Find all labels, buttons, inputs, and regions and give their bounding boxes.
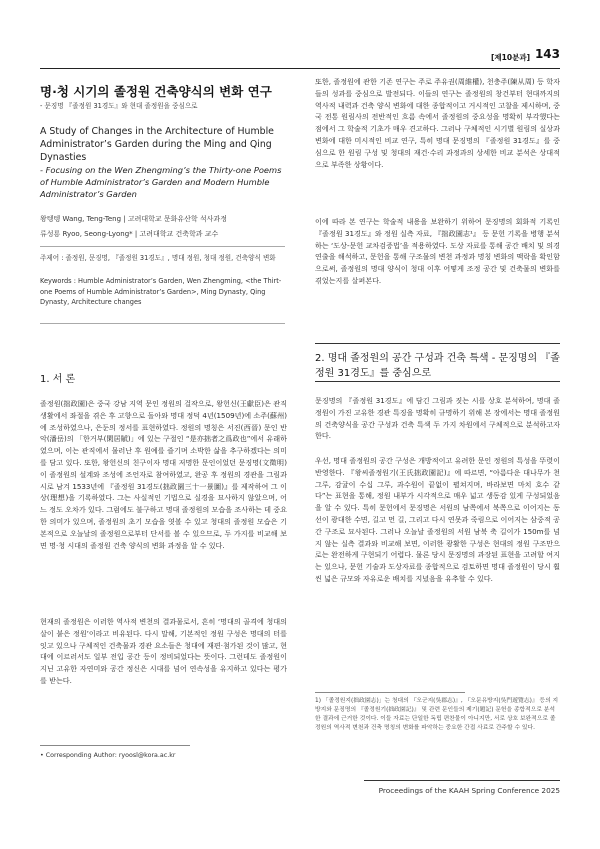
- footnote-rule-left: [40, 745, 190, 746]
- keywords-english: Keywords : Humble Administrator’s Garden, Wen Zhengming, <the Thirt-one Poems of Humble Administrator’s Garden>, Ming Dynasty, Qing Dynasty, Architecture changes: [40, 277, 282, 306]
- section-1-heading: 1. 서 론: [40, 374, 76, 385]
- section-2-bottom-rule: [315, 381, 560, 382]
- page-number: 143: [534, 47, 560, 61]
- subtitle-korean: - 문징명 『졸정원 31경도』와 현대 졸정원을 중심으로: [40, 102, 198, 110]
- footnote-1: 1) 「졸정원지(拙政園志)」는 청대의 『오군지(吳郡志)』, 『오문유방지(吳門遊覽志)』 등의 지방지와 문징명의 『졸정원기(拙政園記)』 및 관련 문인들의 제기(題記) 문헌을 종합적으로 분석한 결과에 근거한 것이다. 이들 자료는 단일한 독립 편찬물이 아니지만, 서로 상호 보완적으로 졸정원의 역사적 변천과 건축 명칭의 변화를 파악하는 중요한 간접 사료로 간주할 수 있다.: [315, 698, 559, 731]
- section-2-paragraph-1: 문징명의 『졸정원 31경도』에 담긴 그림과 짓는 시를 상호 분석하여, 명대 졸정원이 가진 고유한 경관 특징을 명확히 규명하기 위해 본 장에서는 명대 졸정원의 건축양식을 공간 구성과 건축 특색 두 가지 차원에서 구체적으로 분석하고자 한다.: [315, 396, 560, 441]
- footnote-rule-right: [315, 692, 465, 693]
- author-1: 왕텡텡 Wang, Teng-Teng | 고려대학교 문화유산학 석사과정: [40, 215, 227, 223]
- corresponding-author: • Corresponding Author: ryoosl@kora.ac.kr: [40, 752, 176, 759]
- author-separator: [40, 246, 285, 247]
- keyword-separator: [40, 323, 285, 324]
- author-2: 류성룡 Ryoo, Seong-Lyong* | 고려대학교 건축학과 교수: [40, 230, 219, 238]
- keywords-korean: 주제어 : 졸정원, 문징명, 『졸정원 31경도』, 명대 정원, 청대 정원, 건축양식 변화: [40, 254, 276, 262]
- section-1-paragraph-2: 현재의 졸정원은 이러한 역사적 변천의 결과물로서, 흔히 ‘명대의 골격에 청대의 살이 붙은 정원’이라고 비유된다. 다시 말해, 기본적인 정원 구성은 명대의 터를 잇고 있으나 구체적인 건축물과 경관 요소들은 청대에 재편·첨가된 것이 많고, 현대에 이르러서도 일부 전입 공간 등이 정비되었다는 뜻이다. 그런데도 졸정원이 지닌 고유한 자연미와 공간 정신은 시대를 넘어 연속성을 유지하고 있다는 평가를 받는다.: [40, 617, 287, 685]
- proceedings-label: Proceedings of the KAAH Spring Conference 2025: [378, 786, 560, 795]
- section-tag: [제10분과]: [490, 53, 530, 62]
- footer-rule: [364, 780, 560, 781]
- section-2-top-rule: [315, 343, 560, 344]
- section-1-paragraph-1: 졸정원(拙政園)은 중국 강남 지역 문인 정원의 걸작으로, 왕헌신(王獻臣)은 관직 생활에서 좌절을 겪은 후 고향으로 돌아와 명대 정덕 4년(1509년)에 소주(蘇州)에 조성하였으나, 은둔의 정서를 표현하였다. 정원의 명칭은 서진(西晉) 문인 반악(潘岳)의 「한거부(閑居賦)」에 있는 구절인 “是亦拙者之爲政也”에서 유래하였으며, 이는 관직에서 물러난 후 원예를 즐기며 소박한 삶을 추구하겠다는 의미를 담고 있다. 또한, 왕헌신의 친구이자 명대 저명한 문인이었던 문징명(文徵明)이 졸정원의 설계와 조성에 조언자로 참여하였고, 완공 후 정원의 경관을 그림과 시로 남겨 1533년에 『졸정원 31경도(拙政園三十一景圖)』를 제작하여 그 이상(理想)을 기록하였다. 그는 사실적인 기법으로 실경을 묘사하지 않았으며, 어느 정도 오차가 있다. 그럼에도 불구하고 명대 졸정원의 모습을 조사하는 데 중요한 의미가 있으며, 졸정원의 초기 모습을 엿볼 수 있고 청대의 졸정원 모습은 기본적으로 오늘날의 졸정원으로부터 단서를 볼 수 있으므로, 두 가지를 비교해 보면 명·청 시대의 졸정원 건축 양식의 변화 과정을 알 수 있다.: [40, 399, 287, 550]
- title-korean: 명·청 시기의 졸정원 건축양식의 변화 연구: [40, 84, 272, 99]
- intro-paragraph-3: 또한, 졸정원에 관한 기존 연구는 주로 주유권(周維權), 천충주(陳从周) 등 학자들의 성과를 중심으로 발전되다. 이들의 연구는 졸정원의 창건부터 현대까지의 역사적 내력과 건축 양식 변화에 대한 종합적이고 거시적인 고찰을 제시하며, 중국 전통 원림사의 전반적인 흐름 속에서 졸정원의 중요성을 명확히 부각했다는 점에서 그 학술적 기초가 매우 견고하다. 그러나 구체적인 시기별 원림의 실상과 변화에 대한 미시적인 비교 연구, 특히 명대 문징명의 『졸정원 31경도』를 중심으로 한 원림 구성 및 청대의 재건·수리 과정과의 상세한 비교 분석은 상대적으로 부족한 상황이다.: [315, 77, 560, 169]
- intro-paragraph-4: 이에 따라 본 연구는 학술적 내용을 보완하기 위하여 문징명의 회화적 기록인 『졸정원 31경도』와 정원 실측 자료, 『拙政園志¹』 등 문헌 기록을 병행 분석하는 ‘도상-문헌 교차검증법’을 적용하였다. 도상 자료를 통해 공간 배치 및 의경 연출을 해석하고, 문헌을 통해 구조물의 변천 과정과 명칭 변화의 맥락을 확인함으로써, 졸정원의 명대 양식이 청대 이후 어떻게 조정 공간 및 건축물의 변화를 겪었는지를 살펴본다.: [315, 217, 560, 285]
- header-rule: [40, 68, 560, 69]
- section-2-paragraph-2: 우선, 명대 졸정원의 공간 구성은 개방적이고 유려한 문인 정원의 특성을 뚜렷이 반영한다. 『왕씨졸정원기(王氏拙政園記)』에 따르면, “아름다운 대나무가 천 그루, 감귤이 수십 그루, 과수원이 끝없이 펼쳐지며, 바라보면 마치 호수 같다”는 표현을 통해, 정원 내부가 시각적으로 매우 넓고 생동감 있게 구성되었음을 알 수 있다. 특히 문헌에서 문징명은 서원의 남쪽에서 북쪽으로 이어지는 동선이 광대한 수면, 길고 먼 길, 그리고 다시 연못과 죽림으로 이어지는 삼중적 공간 구조로 묘사된다. 그러나 오늘날 졸정원의 서원 남북 축 길이가 150m를 넘지 않는 실측 결과와 비교해 보면, 이러한 광활한 구성은 현대의 정원 구조만으로는 완전하게 구현되기 어렵다. 물론 당시 문징명의 과장된 표현을 고려할 여지는 있으나, 문헌 기술과 도상자료를 종합적으로 검토하면 명대 졸정원이 당시 훨씬 넓은 규모와 자유로운 배치를 지녔음을 유추할 수 있다.: [315, 456, 560, 583]
- subtitle-english: - Focusing on the Wen Zhengming’s the Thirty-one Poems of Humble Administrator’s Garden and Modern Humble Administrator’s Garden: [40, 165, 282, 199]
- title-english: A Study of Changes in the Architecture of Humble Administrator’s Garden during the Ming and Qing Dynasties: [40, 126, 274, 163]
- section-2-heading: 2. 명대 졸정원의 공간 구성과 건축 특색 - 문징명의 『졸정원 31경도』를 중심으로: [315, 353, 560, 379]
